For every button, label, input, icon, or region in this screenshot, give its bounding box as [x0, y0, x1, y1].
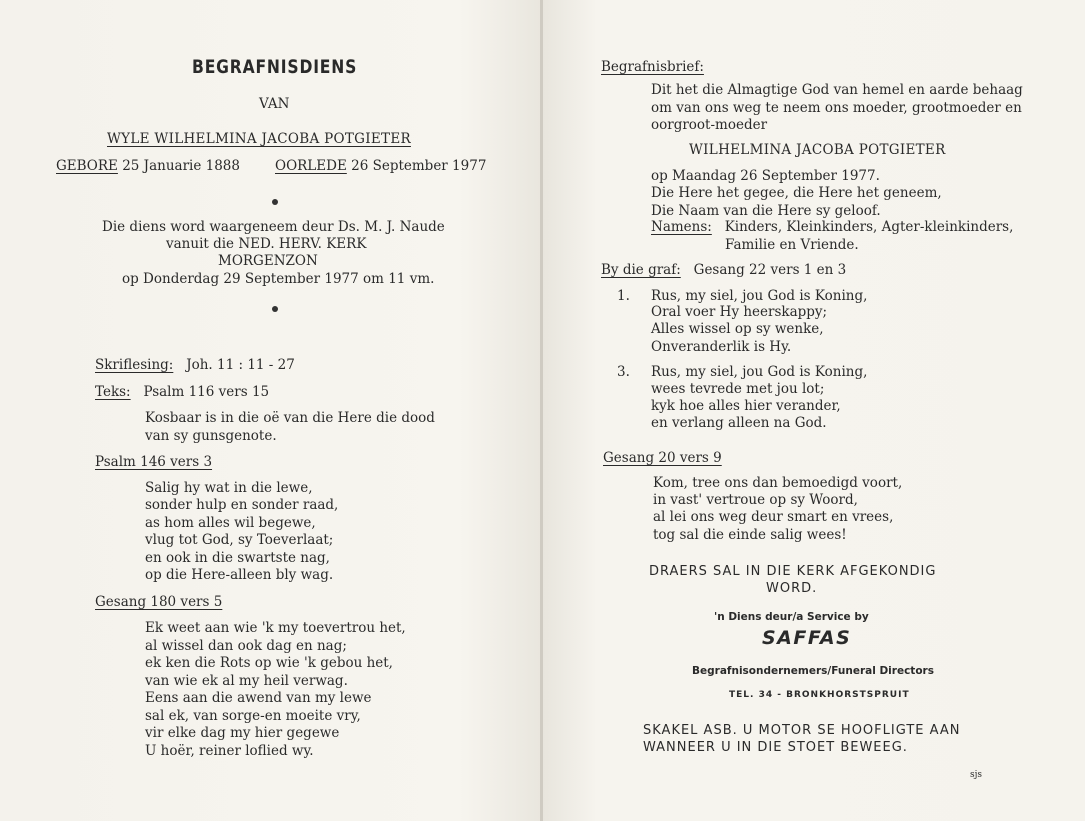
bearers-notice: DRAERS SAL IN DIE KERK AFGEKONDIG — [649, 564, 937, 579]
behalf-line — [651, 219, 1013, 237]
bullet-divider — [272, 199, 278, 205]
letter-label: Begrafnisbrief: — [601, 59, 704, 75]
hymn-line: tog sal die einde salig wees! — [653, 527, 847, 543]
grave-line — [601, 262, 846, 280]
bullet-divider — [272, 306, 278, 312]
hymn-line: van wie ek al my heil verwag. — [145, 673, 348, 689]
verse-line: Kosbaar is in die oë van die Here die dood — [145, 410, 435, 426]
company-logo-text: SAFFAS — [762, 627, 852, 649]
reading-line — [95, 357, 295, 375]
right-page — [543, 0, 1085, 821]
verse-line: wees tevrede met jou lot; — [651, 381, 825, 397]
verse-line: van sy gunsgenote. — [145, 428, 277, 444]
psalm-label: Psalm 146 vers 3 — [95, 454, 213, 470]
date-line: Die Naam van die Here sy geloof. — [651, 203, 881, 219]
psalm-line: sonder hulp en sonder raad, — [145, 497, 339, 513]
hymn-line: in vast' vertroue op sy Woord, — [653, 492, 858, 508]
verse-line: Onveranderlik is Hy. — [651, 339, 792, 355]
grave-label: By die graf: — [601, 262, 681, 278]
headlights-notice: WANNEER U IN DIE STOET BEWEEG. — [643, 740, 908, 755]
verse-number: 1. — [617, 288, 630, 304]
verse-line: Oral voer Hy heerskappy; — [651, 304, 828, 320]
deceased-name: WYLE WILHELMINA JACOBA POTGIETER — [107, 131, 411, 147]
hymn-label: Gesang 20 vers 9 — [603, 450, 722, 466]
born-date: 25 Januarie 1888 — [122, 158, 240, 174]
service-line: MORGENZON — [218, 253, 318, 269]
left-page — [0, 0, 541, 821]
service-line: vanuit die NED. HERV. KERK — [166, 236, 367, 252]
hymn-line: al lei ons weg deur smart en vrees, — [653, 509, 894, 525]
psalm-line: Salig hy wat in die lewe, — [145, 480, 313, 496]
date-line: Die Here het gegee, die Here het geneem, — [651, 185, 942, 201]
reading-ref: Joh. 11 : 11 - 27 — [186, 357, 295, 373]
van-label: VAN — [259, 96, 290, 112]
letter-line: om van ons weg te neem ons moeder, grootmoeder en — [651, 100, 1022, 116]
text-ref: Psalm 116 vers 15 — [143, 384, 270, 400]
letter-line: Dit het die Almagtige God van hemel en aarde behaag — [651, 82, 1023, 98]
service-by: 'n Diens deur/a Service by — [714, 611, 869, 623]
bearers-notice: WORD. — [766, 581, 818, 596]
deceased-name: WILHELMINA JACOBA POTGIETER — [689, 142, 946, 158]
service-line: op Donderdag 29 September 1977 om 11 vm. — [122, 271, 435, 287]
program-title: BEGRAFNISDIENS — [192, 56, 358, 78]
hymn-line: Ek weet aan wie 'k my toevertrou het, — [145, 620, 406, 636]
died-label: OORLEDE — [275, 158, 347, 174]
psalm-line: as hom alles wil begewe, — [145, 515, 316, 531]
died-line — [275, 158, 486, 176]
psalm-line: vlug tot God, sy Toeverlaat; — [145, 532, 334, 548]
born-line — [56, 158, 240, 176]
date-line: op Maandag 26 September 1977. — [651, 168, 880, 184]
hymn-line: U hoër, reiner loflied wy. — [145, 743, 314, 759]
behalf-label: Namens: — [651, 219, 712, 235]
verse-line: kyk hoe alles hier verander, — [651, 398, 841, 414]
printer-mark: sjs — [970, 770, 983, 780]
psalm-line: en ook in die swartste nag, — [145, 550, 330, 566]
verse-line: Alles wissel op sy wenke, — [651, 321, 824, 337]
text-line — [95, 384, 269, 402]
behalf-families: Kinders, Kleinkinders, Agter-kleinkinders, — [724, 219, 1014, 235]
died-date: 26 September 1977 — [351, 158, 487, 174]
born-label: GEBORE — [56, 158, 118, 174]
letter-line: oorgroot-moeder — [651, 117, 768, 133]
verse-line: en verlang alleen na God. — [651, 415, 827, 431]
service-line: Die diens word waargeneem deur Ds. M. J. Naude — [102, 219, 445, 235]
company-subtitle: Begrafnisondernemers/Funeral Directors — [692, 665, 934, 677]
hymn-line: vir elke dag my hier gegewe — [145, 725, 340, 741]
grave-ref: Gesang 22 vers 1 en 3 — [693, 262, 847, 278]
reading-label: Skriflesing: — [95, 357, 174, 373]
verse-line: Rus, my siel, jou God is Koning, — [651, 364, 868, 380]
hymn-line: al wissel dan ook dag en nag; — [145, 638, 347, 654]
verse-line: Rus, my siel, jou God is Koning, — [651, 288, 868, 304]
psalm-line: op die Here-alleen bly wag. — [145, 567, 334, 583]
headlights-notice: SKAKEL ASB. U MOTOR SE HOOFLIGTE AAN — [643, 723, 961, 738]
text-label: Teks: — [95, 384, 131, 400]
verse-number: 3. — [617, 364, 630, 380]
behalf-line: Familie en Vriende. — [725, 237, 859, 253]
hymn-line: Eens aan die awend van my lewe — [145, 690, 372, 706]
company-phone: TEL. 34 - BRONKHORSTSPRUIT — [729, 690, 910, 700]
hymn-line: Kom, tree ons dan bemoedigd voort, — [653, 475, 903, 491]
hymn-line: sal ek, van sorge-en moeite vry, — [145, 708, 361, 724]
hymn-label: Gesang 180 vers 5 — [95, 594, 223, 610]
hymn-line: ek ken die Rots op wie 'k gebou het, — [145, 655, 393, 671]
